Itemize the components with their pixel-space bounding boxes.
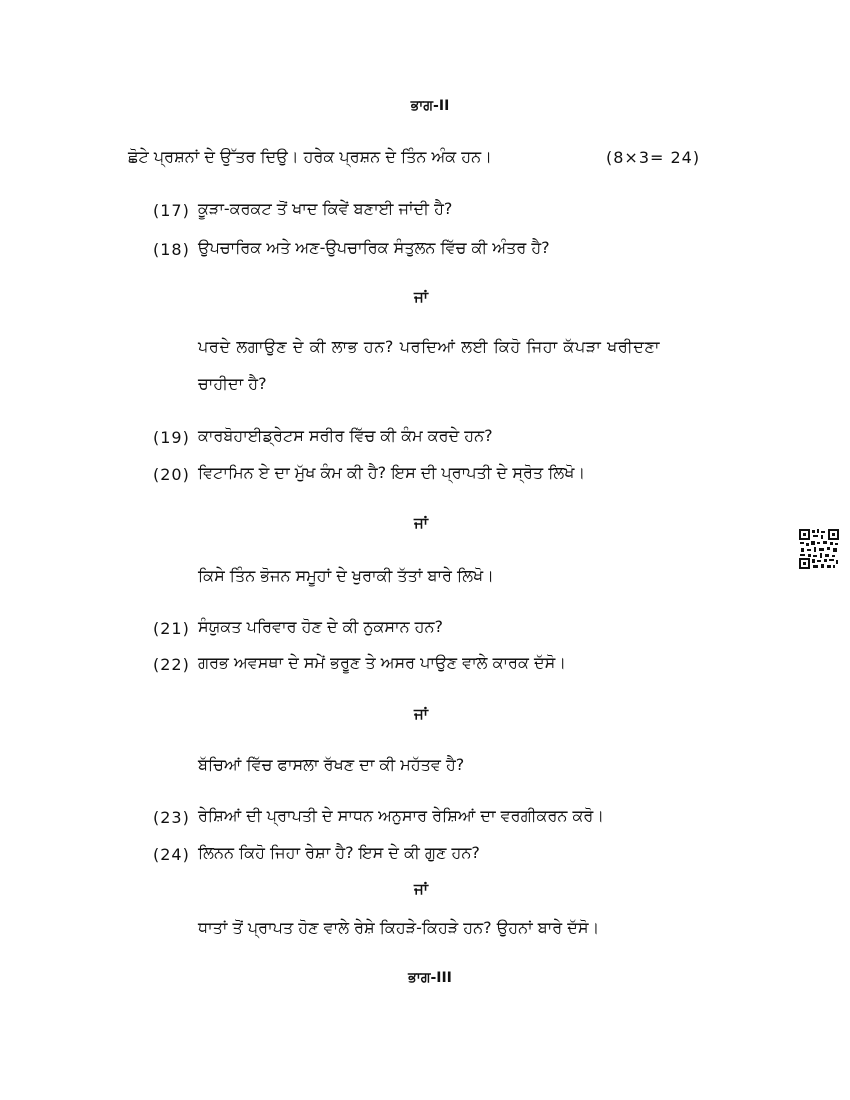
question-24-alt: ਧਾਤਾਂ ਤੋਂ ਪ੍ਰਾਪਤ ਹੋਣ ਵਾਲੇ ਰੇਸ਼ੇ ਕਿਹੜੇ-ਕਿਹੜੇ ਹਨ? ਉਹਨਾਂ ਬਾਰੇ ਦੱਸੋ। bbox=[198, 918, 600, 937]
question-22-number: (22) bbox=[153, 655, 190, 674]
question-19-number: (19) bbox=[153, 428, 190, 447]
question-17-text: ਕੂੜਾ-ਕਰਕਟ ਤੋਂ ਖਾਦ ਕਿਵੇਂ ਬਣਾਈ ਜਾਂਦੀ ਹੈ? bbox=[198, 199, 453, 218]
section-2-heading: ਭਾਗ-II bbox=[410, 98, 450, 114]
question-24-number: (24) bbox=[153, 845, 190, 864]
question-21-number: (21) bbox=[153, 619, 190, 638]
or-divider: ਜਾਂ bbox=[413, 880, 429, 898]
instruction: ਛੋਟੇ ਪ੍ਰਸ਼ਨਾਂ ਦੇ ਉੱਤਰ ਦਿਉ। ਹਰੇਕ ਪ੍ਰਸ਼ਨ ਦੇ ਤਿੰਨ ਅੰਕ ਹਨ। bbox=[128, 147, 492, 166]
question-22-alt: ਬੱਚਿਆਂ ਵਿੱਚ ਫਾਸਲਾ ਰੱਖਣ ਦਾ ਕੀ ਮਹੱਤਵ ਹੈ? bbox=[198, 755, 465, 774]
question-19-text: ਕਾਰਬੋਹਾਈਡ੍ਰੇਟਸ ਸਰੀਰ ਵਿੱਚ ਕੀ ਕੰਮ ਕਰਦੇ ਹਨ? bbox=[198, 426, 493, 445]
question-18-alt-line-1: ਪਰਦੇ ਲਗਾਉਣ ਦੇ ਕੀ ਲਾਭ ਹਨ? ਪਰਦਿਆਂ ਲਈ ਕਿਹੋ ਜਿਹਾ ਕੱਪੜਾ ਖਰੀਦਣਾ bbox=[198, 337, 661, 356]
question-18-alt-line-2: ਚਾਹੀਦਾ ਹੈ? bbox=[198, 374, 267, 393]
question-17-number: (17) bbox=[153, 201, 190, 220]
section-3-heading: ਭਾਗ-III bbox=[408, 970, 452, 986]
question-22-text: ਗਰਭ ਅਵਸਥਾ ਦੇ ਸਮੇਂ ਭਰੂਣ ਤੇ ਅਸਰ ਪਾਉਣ ਵਾਲੇ ਕਾਰਕ ਦੱਸੋ। bbox=[198, 653, 567, 672]
or-divider: ਜਾਂ bbox=[413, 288, 429, 306]
question-20-number: (20) bbox=[153, 465, 190, 484]
marks: (8×3= 24) bbox=[606, 148, 701, 167]
question-18-text: ਉਪਚਾਰਿਕ ਅਤੇ ਅਣ-ਉਪਚਾਰਿਕ ਸੰਤੁਲਨ ਵਿੱਚ ਕੀ ਅੰਤਰ ਹੈ? bbox=[198, 238, 550, 257]
question-20-alt: ਕਿਸੇ ਤਿੰਨ ਭੋਜਨ ਸਮੂਹਾਂ ਦੇ ਖੁਰਾਕੀ ਤੱਤਾਂ ਬਾਰੇ ਲਿਖੋ। bbox=[198, 566, 494, 585]
question-20-text: ਵਿਟਾਮਿਨ ਏ ਦਾ ਮੁੱਖ ਕੰਮ ਕੀ ਹੈ? ਇਸ ਦੀ ਪ੍ਰਾਪਤੀ ਦੇ ਸ੍ਰੋਤ ਲਿਖੋ। bbox=[198, 463, 586, 482]
question-24-text: ਲਿਨਨ ਕਿਹੋ ਜਿਹਾ ਰੇਸ਼ਾ ਹੈ? ਇਸ ਦੇ ਕੀ ਗੁਣ ਹਨ? bbox=[198, 843, 480, 862]
or-divider: ਜਾਂ bbox=[413, 514, 429, 532]
question-18-number: (18) bbox=[153, 240, 190, 259]
or-divider: ਜਾਂ bbox=[413, 705, 429, 723]
qr-code-icon bbox=[799, 529, 839, 569]
question-23-text: ਰੇਸ਼ਿਆਂ ਦੀ ਪ੍ਰਾਪਤੀ ਦੇ ਸਾਧਨ ਅਨੁਸਾਰ ਰੇਸ਼ਿਆਂ ਦਾ ਵਰਗੀਕਰਨ ਕਰੋ। bbox=[198, 806, 605, 825]
question-23-number: (23) bbox=[153, 808, 190, 827]
question-21-text: ਸੰਯੁਕਤ ਪਰਿਵਾਰ ਹੋਣ ਦੇ ਕੀ ਨੁਕਸਾਨ ਹਨ? bbox=[198, 617, 443, 636]
